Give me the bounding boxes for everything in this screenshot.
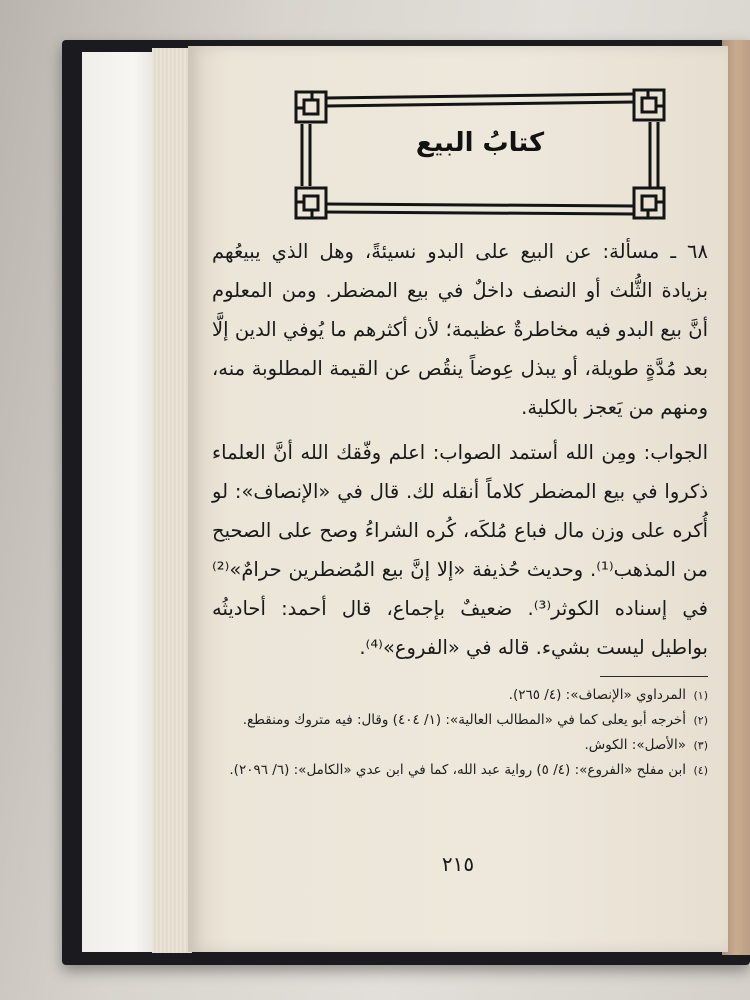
footnote-number: (٣) (693, 739, 708, 752)
answer-paragraph: الجواب: ومِن الله أستمد الصواب: اعلم وفّقك الله أنَّ العلماء ذكروا في بيع المضطر كلاماً أنقله لك. قال في «الإنصاف»: لو أُكره على وزن مال فباع مُلكَه، كُره الشراءُ وصح على الصحيح من المذهب⁽¹⁾. وحديث حُذيفة «إلا إنَّ بيع المُضطرين حرامٌ»⁽²⁾ في إسناده الكوثر⁽³⁾. ضعيفٌ بإجماع، قال أحمد: أحاديثُه بواطيل ليست بشيء. قاله في «الفروع»⁽⁴⁾. (212, 441, 709, 659)
footnote-text: ابن مفلح «الفروع»: (٤/ ٥) رواية عبد الله، كما في ابن عدي «الكامل»: (٦/ ٢٠٩٦). (229, 762, 686, 778)
footnote-number: (١) (693, 689, 708, 702)
footnote-divider (600, 676, 708, 677)
footnote-number: (٢) (693, 714, 708, 727)
footnote-item (212, 734, 708, 757)
page-number: ٢١٥ (441, 852, 475, 876)
chapter-title: كتابُ البيع (415, 128, 545, 158)
body-text (212, 232, 708, 667)
title-frame (292, 88, 668, 222)
question-paragraph: ٦٨ ـ مسألة: عن البيع على البدو نسيئةً، وهل الذي يبيعُهم بزيادة الثُّلث أو النصف داخلٌ في بيع المضطر. ومن المعلوم أنَّ بيع البدو فيه مخاطرةٌ عظيمة؛ لأن أكثرهم ما يُوفي الدين إلَّا بعد مُدَّةٍ طويلة، أو يبذل عِوضاً ينقُص عن القيمة المطلوبة منه، ومنهم من يَعجز بالكلية. (212, 240, 708, 419)
footnote-item (212, 684, 708, 707)
footnote-number: (٤) (693, 764, 708, 777)
footnote-text: أخرجه أبو يعلى كما في «المطالب العالية»: (١/ ٤٠٤) وقال: فيه متروك ومنقطع. (242, 712, 686, 728)
footnote-text: المرداوي «الإنصاف»: (٤/ ٢٦٥). (508, 687, 686, 703)
footnote-item (212, 759, 708, 782)
footnote-item (212, 709, 708, 732)
footnote-text: «الأصل»: الكوش. (584, 737, 686, 753)
footnotes (212, 684, 708, 784)
page-stack (152, 48, 192, 953)
